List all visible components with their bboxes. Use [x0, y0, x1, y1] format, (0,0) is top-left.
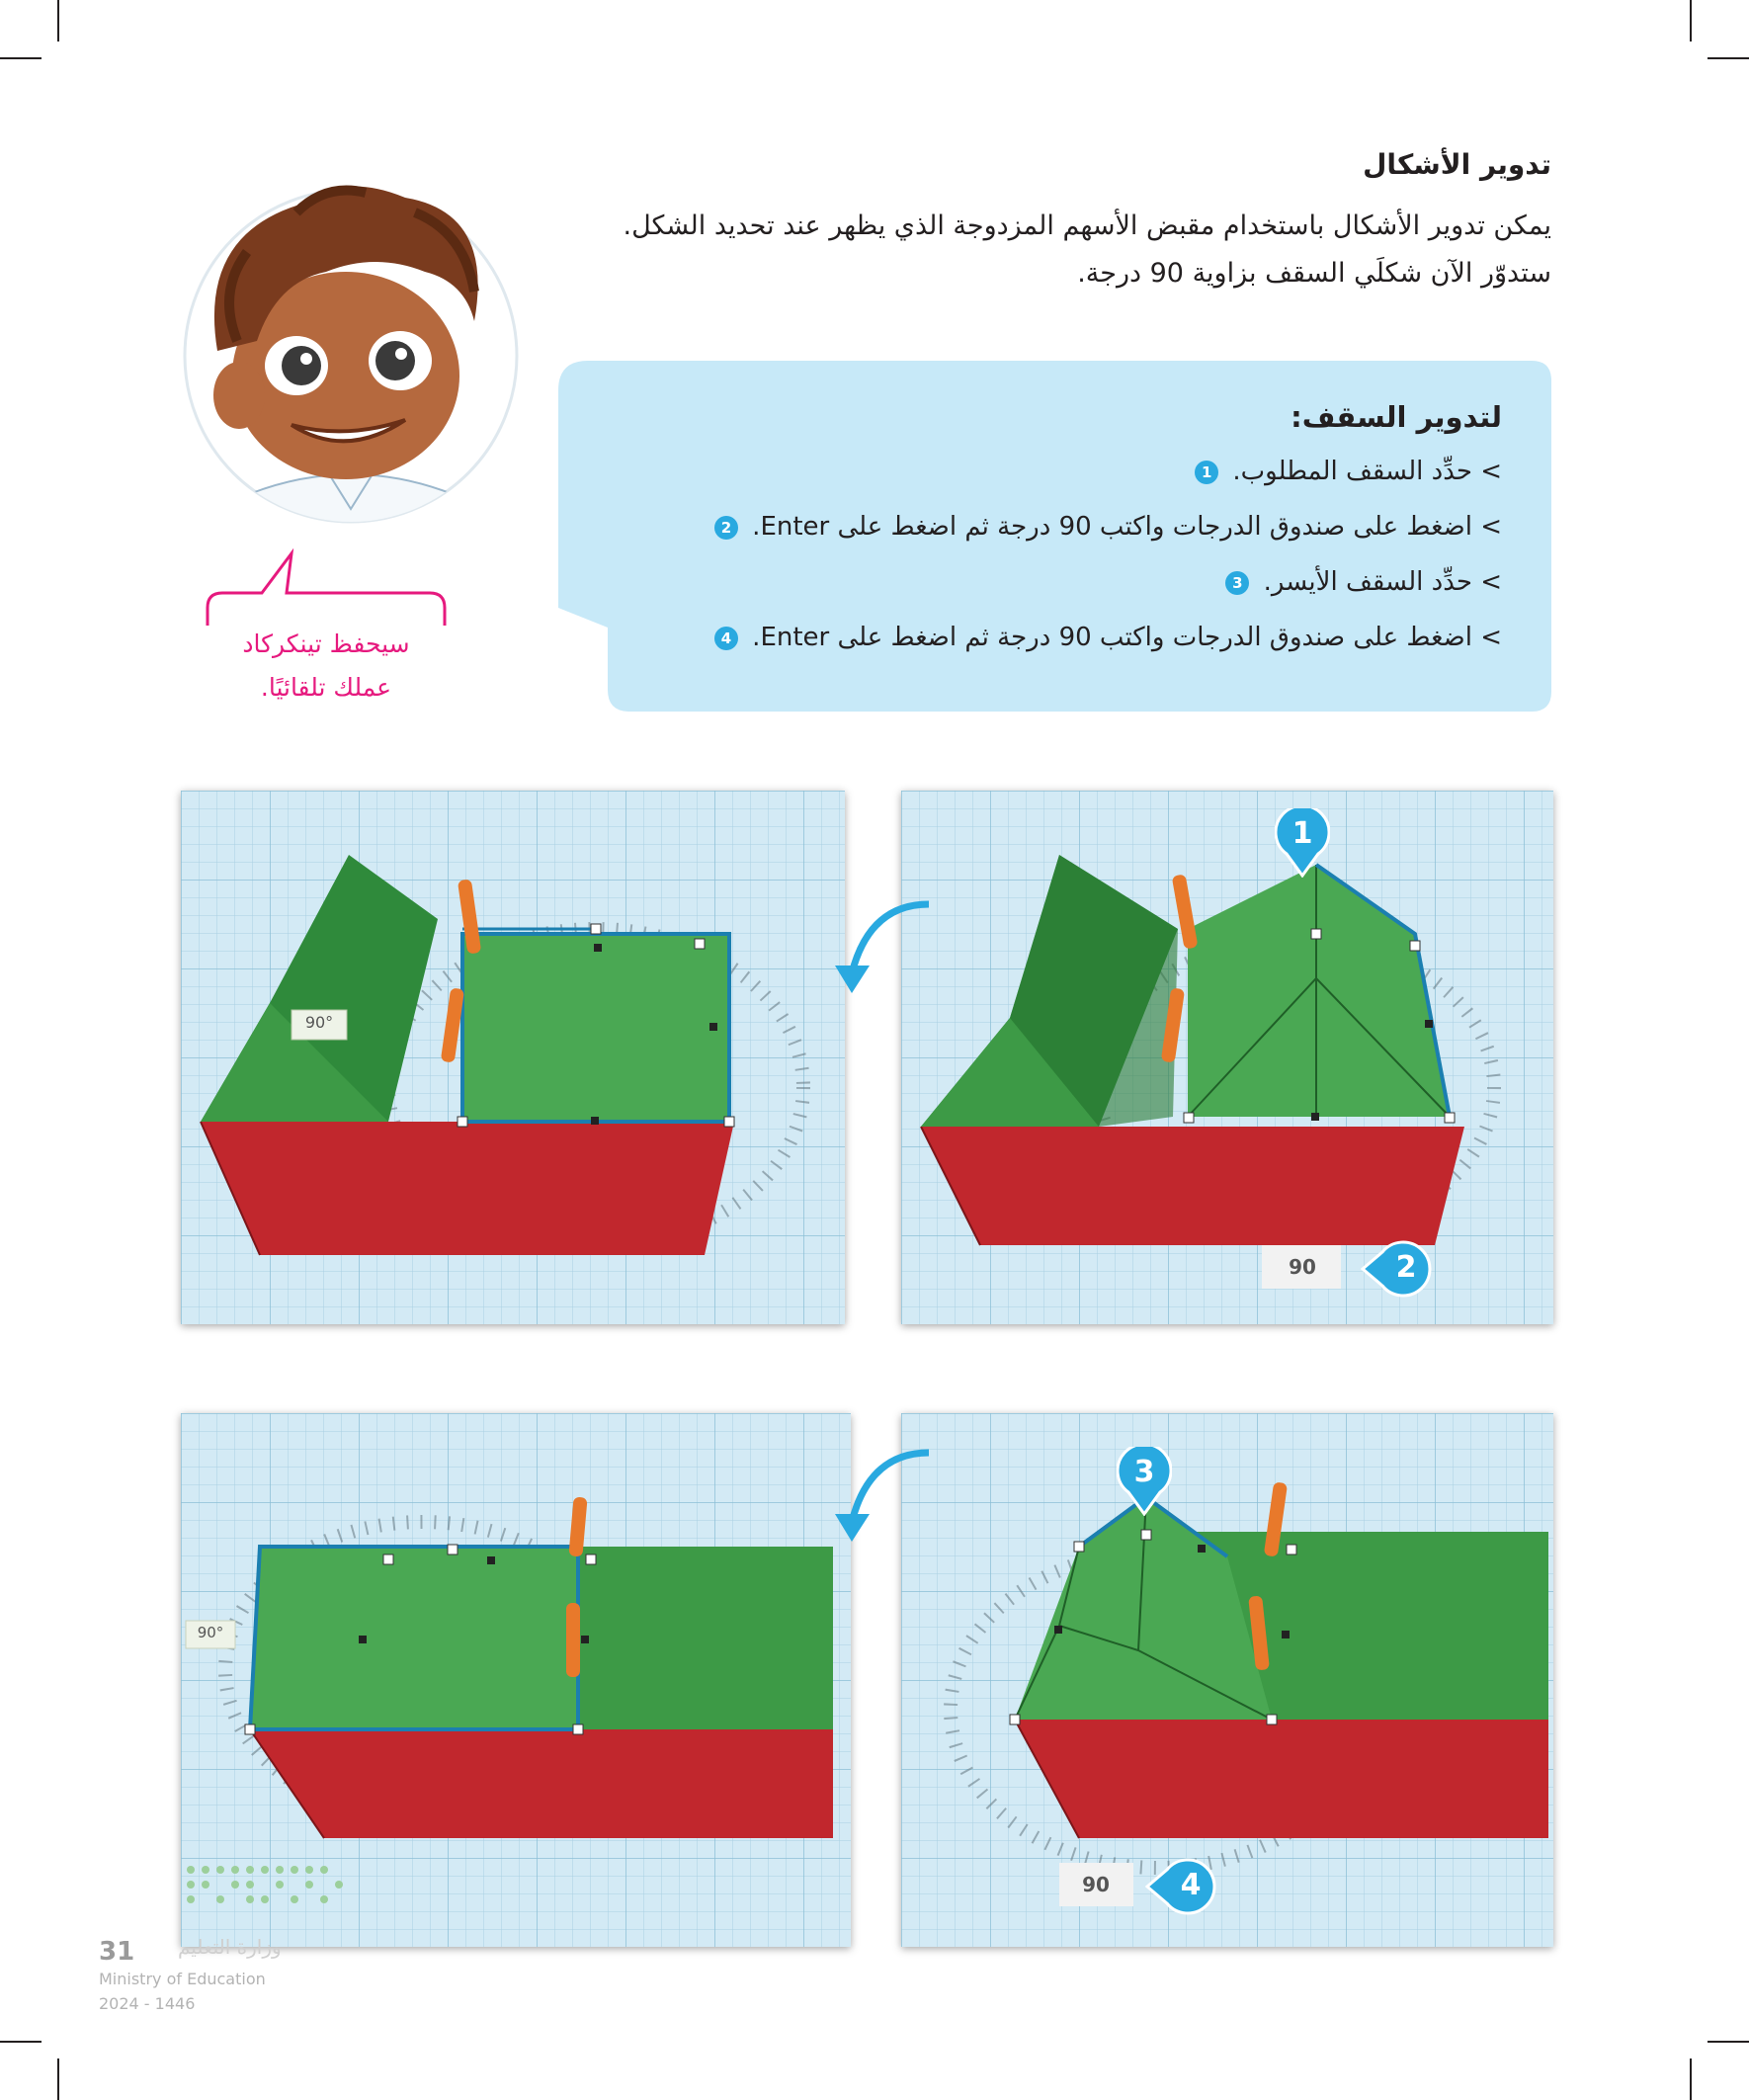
step-number-badge: 2	[714, 516, 738, 540]
step-text: > اضغط على صندوق الدرجات واكتب 90 درجة ثم اضغط على Enter.	[752, 512, 1502, 542]
step-number-badge: 1	[1195, 461, 1218, 484]
degree-input-box[interactable]: 90	[1082, 1873, 1110, 1896]
arrow-left-icon	[830, 894, 939, 1003]
crop-mark	[1707, 2041, 1749, 2043]
screenshot-step-3-4	[901, 1413, 1553, 1947]
crop-mark	[1690, 0, 1692, 42]
speech-line-2: عملك تلقائيًا.	[260, 673, 392, 702]
callout-marker-1: 1	[1275, 808, 1330, 878]
instruction-step-2	[613, 499, 1502, 554]
instruction-step-1	[613, 444, 1502, 499]
instruction-step-3	[613, 554, 1502, 610]
step-text: > اضغط على صندوق الدرجات واكتب 90 درجة ثم اضغط على Enter.	[752, 623, 1502, 652]
callout-marker-2: 2	[1361, 1240, 1435, 1298]
intro-line-2: ستدوّر الآن شكلَي السقف بزاوية 90 درجة.	[1077, 258, 1551, 289]
crop-mark	[57, 2058, 59, 2100]
screenshot-result-right-roof	[181, 791, 845, 1324]
step-number-badge: 4	[714, 627, 738, 650]
instructions-title: لتدوير السقف:	[1291, 400, 1502, 434]
step-text: > حدِّد السقف الأيسر.	[1263, 567, 1502, 597]
section-heading: تدوير الأشكال	[1363, 148, 1551, 181]
crop-mark	[57, 0, 59, 42]
screenshot-step-1-2	[901, 791, 1553, 1324]
crop-mark	[0, 2041, 42, 2043]
step-number-badge: 3	[1225, 571, 1249, 595]
ministry-logo-icon	[181, 1860, 349, 1909]
page-number: 31	[99, 1937, 135, 1967]
arrow-left-icon	[830, 1443, 939, 1552]
intro-line-1: يمكن تدوير الأشكال باستخدام مقبض الأسهم المزدوجة الذي يظهر عند تحديد الشكل.	[623, 210, 1551, 241]
ministry-english: Ministry of Education	[99, 1970, 266, 1988]
step-text: > حدِّد السقف المطلوب.	[1232, 457, 1502, 486]
speech-line-1: سيحفظ تينكركاد	[242, 630, 410, 658]
crop-mark	[1690, 2058, 1692, 2100]
speech-bubble-text	[203, 623, 450, 710]
instruction-step-4	[613, 610, 1502, 665]
crop-mark	[0, 57, 42, 59]
edition-year: 2024 - 1446	[99, 1994, 196, 2013]
callout-marker-3: 3	[1117, 1447, 1172, 1516]
instructions-box	[558, 361, 1551, 712]
angle-label: 90°	[197, 1624, 224, 1641]
degree-input-box[interactable]: 90	[1289, 1255, 1316, 1279]
crop-mark	[1707, 57, 1749, 59]
character-avatar	[178, 173, 519, 529]
angle-label: 90°	[304, 1013, 334, 1032]
callout-marker-4: 4	[1145, 1858, 1219, 1915]
ministry-arabic: وزارة التعليم	[178, 1935, 282, 1959]
